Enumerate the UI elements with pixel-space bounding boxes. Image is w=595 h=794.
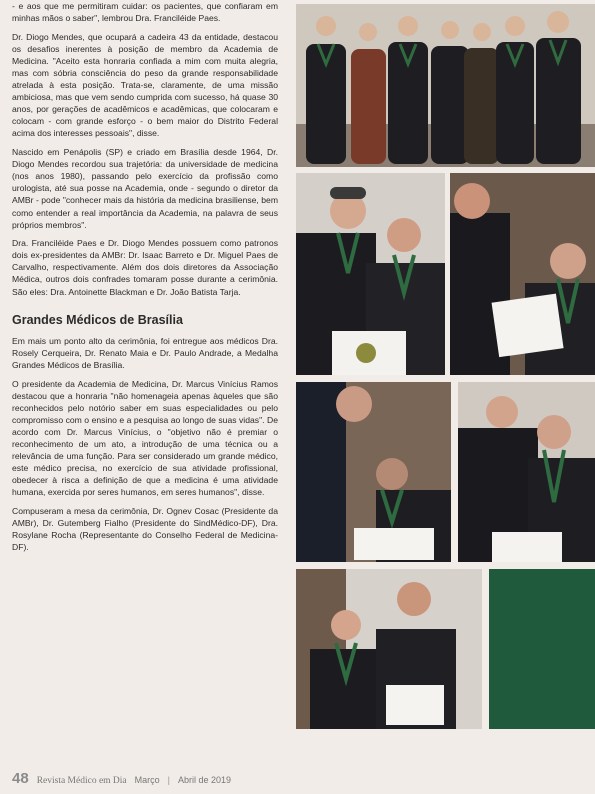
magazine-name: Revista Médico em Dia bbox=[36, 776, 127, 786]
article-paragraph: - e aos que me permitiram cuidar: os pacientes, que confiaram em minhas mãos o saber", lembrou Dra. Franciléide Paes. bbox=[12, 1, 278, 24]
article-paragraph: Em mais um ponto alto da cerimônia, foi entregue aos médicos Dra. Rosely Cerqueira, Dr. Renato Maia e Dr. Paulo Andrade, a Medalha Grandes Médicos de Brasília. bbox=[12, 335, 278, 370]
article-paragraph: O presidente da Academia de Medicina, Dr. Marcus Vinícius Ramos destacou que a honraria "não homenageia apenas àqueles que são reconhecidos pelo notório saber em suas especialidades ou pelo compromisso com o ensino e a pesquisa ao longo de suas vidas". De acordo com Dr. Marcus Vinícius, o "objetivo não é premiar o reconhecimento de um ato, a introdução de uma técnica ou a relevância de uma função. Para ser considerado um grande médico, este médico precisa, no exercício de sua atividade profissional, obedecer à risca a definição de que a medicina é uma atividade humana, exercida por seres humanos, em seres humanos", disse. bbox=[12, 378, 278, 498]
page-number: 48 bbox=[12, 770, 29, 787]
issue-date: Abril de 2019 bbox=[178, 775, 232, 785]
ceremony-photo bbox=[296, 569, 482, 729]
green-accent-block bbox=[489, 569, 595, 729]
article-paragraph: Dr. Diogo Mendes, que ocupará a cadeira 43 da entidade, destacou os desafios inerentes à posição de membro da Academia de Medicina. "Aceito esta honraria confiada a mim com muita alegria, mas com sóbria consciência do peso da grande responsabilidade atrelada à esta posição. Trata-se, claramente, de uma missão ambiciosa, mas que vem sendo cumprida com sucesso, há quase 30 anos, por gerações de acadêmicos e acadêmicas, que colocaram e colocam - com grande esforço - o bem maior do Distrito Federal acima dos interesses pessoais", disse. bbox=[12, 31, 278, 139]
article-body bbox=[12, 0, 278, 560]
page-footer bbox=[12, 770, 231, 787]
group-photo bbox=[296, 4, 595, 167]
article-paragraph: Nascido em Penápolis (SP) e criado em Brasília desde 1964, Dr. Diogo Mendes recordou sua trajetória: da universidade de medicina (nos anos 1980), passando pelo exercício da profissão como urologista, até sua posse na Academia, onde - segundo o diretor da AMBr - pode "conhecer mais da história da medicina brasiliense, bem como entender a real importância da Academia, na palavra de seus próprios membros". bbox=[12, 147, 278, 230]
ceremony-photo bbox=[296, 382, 451, 562]
ceremony-photo bbox=[296, 173, 445, 375]
article-paragraph: Dra. Franciléide Paes e Dr. Diogo Mendes possuem como patronos dois ex-presidentes da AMBr: Dr. Isaac Barreto e Dr. Miguel Paes de Carvalho, respectivamente. Além dos dois diretores da Associação Médica, outros dois confrades tomaram posse durante a cerimônia. São eles: Dra. Antoinette Blackman e Dr. João Batista Tarja. bbox=[12, 238, 278, 297]
ceremony-photo bbox=[450, 173, 595, 375]
issue-month: Março bbox=[134, 775, 160, 785]
footer-separator: | bbox=[167, 775, 171, 785]
ceremony-photo bbox=[458, 382, 595, 562]
article-paragraph: Compuseram a mesa da cerimônia, Dr. Ognev Cosac (Presidente da AMBr), Dr. Gutemberg Fialho (Presidente do SindMédico-DF), Dra. Rosylane Rocha (Representante do Conselho Federal de Medicina-DF). bbox=[12, 505, 278, 553]
section-heading: Grandes Médicos de Brasília bbox=[12, 312, 183, 327]
